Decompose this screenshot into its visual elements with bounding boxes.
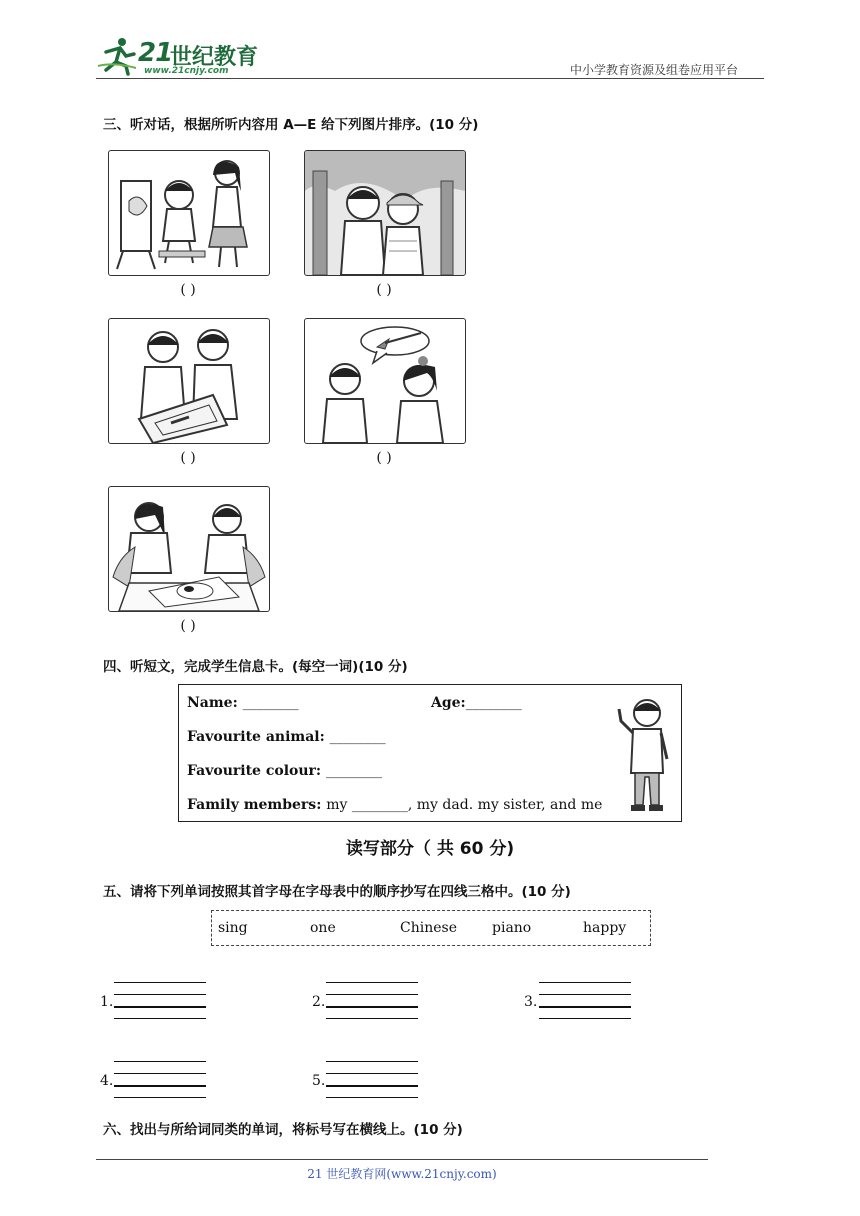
q3-heading: 三、听对话，根据所听内容用 A—E 给下列图片排序。(10 分) bbox=[103, 117, 479, 133]
q5-heading: 五、请将下列单词按照其首字母在字母表中的顺序抄写在四线三格中。(10 分) bbox=[103, 884, 571, 900]
picture-4-brush bbox=[304, 318, 466, 444]
q6-heading: 六、找出与所给词同类的单词，将标号写在横线上。(10 分) bbox=[103, 1122, 463, 1138]
student-info-card bbox=[178, 684, 682, 822]
footer-text[interactable]: 21 世纪教育网(www.21cnjy.com) bbox=[307, 1167, 497, 1181]
age-label: Age: bbox=[431, 695, 466, 711]
age-row bbox=[431, 695, 522, 711]
answer-5-number: 5. bbox=[312, 1073, 326, 1089]
picture-1-blank[interactable]: ( ) bbox=[180, 282, 196, 298]
answer-2-number: 2. bbox=[312, 994, 326, 1010]
platform-name: 中小学教育资源及组卷应用平台 bbox=[570, 63, 739, 77]
footer-divider bbox=[96, 1159, 708, 1160]
header-logo bbox=[96, 34, 266, 78]
picture-4-blank[interactable]: ( ) bbox=[376, 450, 392, 466]
answer-4-number: 4. bbox=[100, 1073, 114, 1089]
boy-waving-icon bbox=[615, 693, 675, 817]
reading-writing-part-title: 读写部分（ 共 60 分) bbox=[345, 839, 515, 859]
word-3: Chinese bbox=[400, 920, 457, 936]
word-5: happy bbox=[583, 920, 627, 936]
name-row bbox=[187, 695, 299, 711]
q4-heading: 四、听短文，完成学生信息卡。(每空一词)(10 分) bbox=[103, 659, 408, 675]
answer-3-number: 3. bbox=[524, 994, 538, 1010]
family-row bbox=[187, 797, 602, 813]
family-label: Family members: bbox=[187, 797, 322, 813]
logo-name: 世纪教育 bbox=[170, 45, 259, 70]
picture-3-boys-frame bbox=[108, 318, 270, 444]
animal-label: Favourite animal: bbox=[187, 729, 325, 745]
family-text[interactable]: my ________, my dad. my sister, and me bbox=[326, 797, 603, 813]
footer bbox=[96, 1165, 708, 1182]
runner-logo-icon bbox=[96, 36, 138, 76]
picture-1-painting bbox=[108, 150, 270, 276]
word-1: sing bbox=[218, 920, 248, 936]
word-box bbox=[211, 910, 651, 946]
picture-5-blank[interactable]: ( ) bbox=[180, 618, 196, 634]
picture-2-blank[interactable]: ( ) bbox=[376, 282, 392, 298]
name-blank[interactable]: ________ bbox=[242, 695, 299, 711]
header-divider bbox=[96, 78, 764, 79]
age-blank[interactable]: ________ bbox=[465, 695, 522, 711]
animal-row bbox=[187, 729, 386, 745]
colour-row bbox=[187, 763, 382, 779]
word-2: one bbox=[310, 920, 336, 936]
picture-5-table-painting bbox=[108, 486, 270, 612]
word-4: piano bbox=[492, 920, 532, 936]
logo-url: www.21cnjy.com bbox=[144, 66, 229, 76]
logo-number: 21 bbox=[138, 38, 173, 68]
animal-blank[interactable]: ________ bbox=[329, 729, 386, 745]
colour-blank[interactable]: ________ bbox=[325, 763, 382, 779]
name-label: Name: bbox=[187, 695, 238, 711]
answer-1-number: 1. bbox=[100, 994, 114, 1010]
colour-label: Favourite colour: bbox=[187, 763, 322, 779]
picture-3-blank[interactable]: ( ) bbox=[180, 450, 196, 466]
picture-2-forest bbox=[304, 150, 466, 276]
